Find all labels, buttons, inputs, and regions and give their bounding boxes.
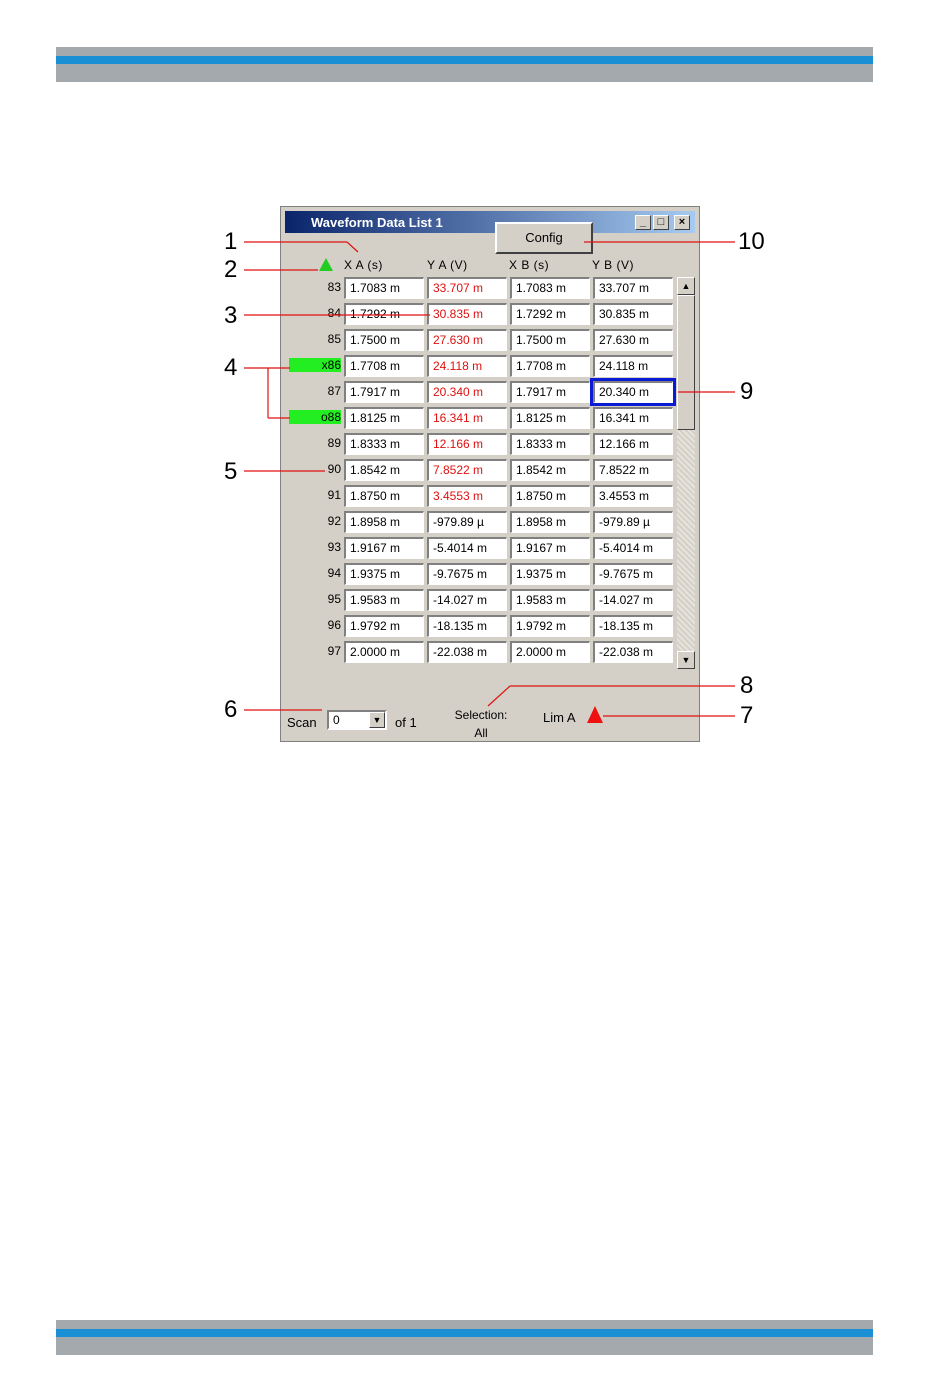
cell-yb[interactable]: 30.835 m [593, 303, 673, 325]
config-button[interactable]: Config [495, 222, 593, 254]
cell-yb[interactable]: 12.166 m [593, 433, 673, 455]
cell-yb[interactable]: 33.707 m [593, 277, 673, 299]
cell-yb[interactable]: 27.630 m [593, 329, 673, 351]
row-number: 89 [327, 436, 341, 450]
cell-xb[interactable]: 1.7708 m [510, 355, 590, 377]
cell-yb[interactable]: 16.341 m [593, 407, 673, 429]
row-number: 91 [327, 488, 341, 502]
row-number: 90 [327, 462, 341, 476]
footer-band [56, 1320, 873, 1355]
callout-9: 9 [740, 378, 754, 405]
cell-xa[interactable]: 1.9167 m [344, 537, 424, 559]
cell-xb[interactable]: 1.9167 m [510, 537, 590, 559]
cell-ya[interactable]: 30.835 m [427, 303, 507, 325]
callout-4: 4 [224, 354, 238, 381]
scan-value: 0 [333, 713, 340, 727]
cell-yb[interactable]: -22.038 m [593, 641, 673, 663]
cell-ya[interactable]: 3.4553 m [427, 485, 507, 507]
cell-xb[interactable]: 1.8542 m [510, 459, 590, 481]
cell-xb[interactable]: 1.9583 m [510, 589, 590, 611]
cell-ya[interactable]: 20.340 m [427, 381, 507, 403]
row-number: 83 [327, 280, 341, 294]
cell-xa[interactable]: 1.7292 m [344, 303, 424, 325]
cell-xa[interactable]: 2.0000 m [344, 641, 424, 663]
cell-yb[interactable]: -9.7675 m [593, 563, 673, 585]
close-button[interactable]: × [674, 215, 690, 230]
cell-xa[interactable]: 1.7500 m [344, 329, 424, 351]
cell-xa[interactable]: 1.8958 m [344, 511, 424, 533]
cell-xb[interactable]: 1.9792 m [510, 615, 590, 637]
minimize-button[interactable]: _ [635, 215, 651, 230]
row-number: 92 [327, 514, 341, 528]
cell-xb[interactable]: 1.7917 m [510, 381, 590, 403]
selection-value: All [474, 726, 488, 740]
callout-3: 3 [224, 302, 238, 329]
cell-xa[interactable]: 1.7083 m [344, 277, 424, 299]
row-number: 87 [327, 384, 341, 398]
window-title: Waveform Data List 1 [311, 215, 443, 230]
cell-yb[interactable]: -5.4014 m [593, 537, 673, 559]
cell-xb[interactable]: 1.9375 m [510, 563, 590, 585]
row-number: 96 [327, 618, 341, 632]
cell-xa[interactable]: 1.8333 m [344, 433, 424, 455]
cell-yb[interactable]: -18.135 m [593, 615, 673, 637]
callout-7: 7 [740, 702, 754, 729]
callout-1: 1 [224, 228, 238, 255]
cell-ya[interactable]: 7.8522 m [427, 459, 507, 481]
cell-ya[interactable]: 33.707 m [427, 277, 507, 299]
callout-6: 6 [224, 696, 238, 723]
cell-ya[interactable]: -18.135 m [427, 615, 507, 637]
cell-xb[interactable]: 1.7500 m [510, 329, 590, 351]
cell-xa[interactable]: 1.7708 m [344, 355, 424, 377]
column-header-ya[interactable]: Y A (V) [427, 258, 468, 272]
cell-yb[interactable]: 24.118 m [593, 355, 673, 377]
cell-xb[interactable]: 1.8333 m [510, 433, 590, 455]
row-number: 95 [327, 592, 341, 606]
cell-ya[interactable]: -979.89 µ [427, 511, 507, 533]
cell-xa[interactable]: 1.9792 m [344, 615, 424, 637]
marker-row-number: x86 [289, 358, 341, 372]
cell-yb[interactable]: -979.89 µ [593, 511, 673, 533]
callout-8: 8 [740, 672, 754, 699]
cell-ya[interactable]: 16.341 m [427, 407, 507, 429]
cell-xb[interactable]: 1.8125 m [510, 407, 590, 429]
cell-xa[interactable]: 1.9583 m [344, 589, 424, 611]
callout-5: 5 [224, 458, 238, 485]
row-number: 85 [327, 332, 341, 346]
cell-xb[interactable]: 1.8958 m [510, 511, 590, 533]
maximize-button[interactable]: □ [653, 215, 669, 230]
cell-ya[interactable]: 24.118 m [427, 355, 507, 377]
cell-yb[interactable]: 3.4553 m [593, 485, 673, 507]
cell-xb[interactable]: 1.7292 m [510, 303, 590, 325]
scan-of-label: of 1 [395, 715, 417, 730]
cell-xb[interactable]: 2.0000 m [510, 641, 590, 663]
column-header-yb[interactable]: Y B (V) [592, 258, 634, 272]
cell-ya[interactable]: 12.166 m [427, 433, 507, 455]
selection-label: Selection: [454, 708, 508, 722]
row-number: 84 [327, 306, 341, 320]
cell-yb[interactable]: 20.340 m [593, 381, 673, 403]
cell-xa[interactable]: 1.8125 m [344, 407, 424, 429]
cell-xa[interactable]: 1.8542 m [344, 459, 424, 481]
column-header-xb[interactable]: X B (s) [509, 258, 550, 272]
cell-xb[interactable]: 1.7083 m [510, 277, 590, 299]
cell-ya[interactable]: -22.038 m [427, 641, 507, 663]
cell-xb[interactable]: 1.8750 m [510, 485, 590, 507]
callout-2: 2 [224, 256, 238, 283]
scroll-down-arrow-icon[interactable]: ▼ [677, 651, 695, 669]
cell-ya[interactable]: 27.630 m [427, 329, 507, 351]
row-number: 93 [327, 540, 341, 554]
cell-yb[interactable]: -14.027 m [593, 589, 673, 611]
cell-xa[interactable]: 1.7917 m [344, 381, 424, 403]
limit-label: Lim A [543, 710, 576, 725]
scan-label: Scan [287, 715, 317, 730]
marker-row-number: o88 [289, 410, 341, 424]
dropdown-arrow-icon[interactable]: ▼ [369, 712, 385, 728]
row-number: 97 [327, 644, 341, 658]
column-header-xa[interactable]: X A (s) [344, 258, 383, 272]
cell-ya[interactable]: -14.027 m [427, 589, 507, 611]
cell-ya[interactable]: -5.4014 m [427, 537, 507, 559]
cell-xa[interactable]: 1.8750 m [344, 485, 424, 507]
cell-yb[interactable]: 7.8522 m [593, 459, 673, 481]
row-number: 94 [327, 566, 341, 580]
cell-xa[interactable]: 1.9375 m [344, 563, 424, 585]
cell-ya[interactable]: -9.7675 m [427, 563, 507, 585]
callout-10: 10 [738, 228, 765, 255]
scroll-up-arrow-icon[interactable]: ▲ [677, 277, 695, 295]
